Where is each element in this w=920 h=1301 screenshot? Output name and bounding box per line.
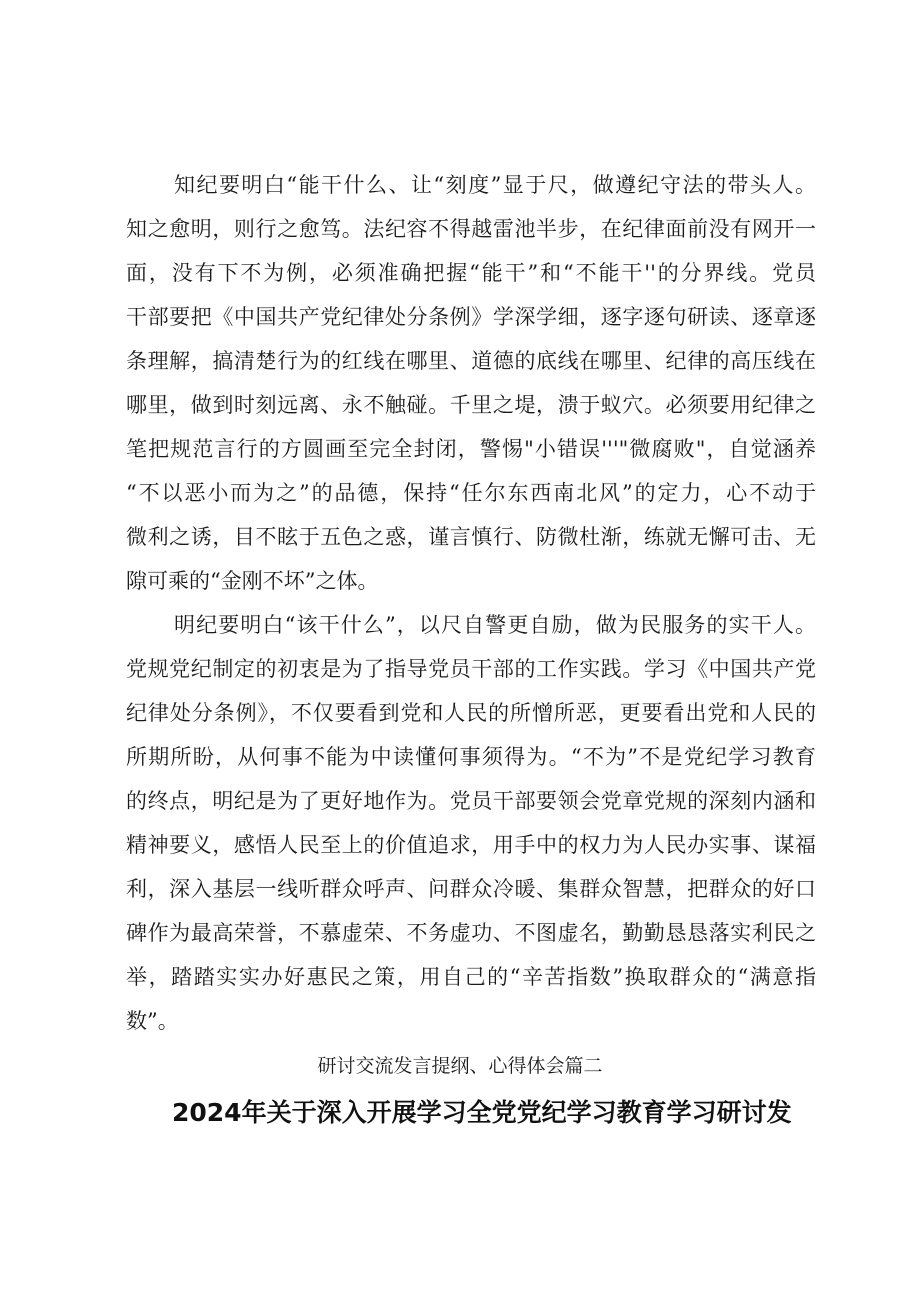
paragraph-line: 的终点，明纪是为了更好地作为。党员干部要领会党章党规的深刻内涵和 [126, 789, 816, 813]
paragraph-line: 党规党纪制定的初衷是为了指导党员干部的工作实践。学习《中国共产党 [126, 657, 816, 681]
paragraph-line: 纪律处分条例》，不仅要看到党和人民的所憎所恶，更要看出党和人民的 [126, 701, 816, 725]
paragraph-line: 微利之诱，目不眩于五色之惑，谨言慎行、防微杜渐，练就无懈可击、无 [126, 525, 816, 549]
paragraph-line: 数”。 [126, 1009, 179, 1033]
paragraph-line: 举，踏踏实实办好惠民之策，用自己的“辛苦指数”换取群众的“满意指 [126, 965, 816, 989]
paragraph-line: 隙可乘的“金刚不坏”之体。 [126, 569, 379, 593]
paragraph-line: 条理解，搞清楚行为的红线在哪里、道德的底线在哪里、纪律的高压线在 [126, 349, 816, 373]
article-heading: 2024年关于深入开展学习全党党纪学习教育学习研讨发 [172, 1098, 792, 1127]
paragraph-line: “不以恶小而为之”的品德，保持“任尔东西南北风”的定力，心不动于 [126, 481, 816, 505]
paragraph-line: 利，深入基层一线听群众呼声、问群众冷暖、集群众智慧，把群众的好口 [126, 877, 816, 901]
paragraph-line: 知纪要明白“能干什么、让“刻度”显于尺，做遵纪守法的带头人。 [174, 173, 816, 197]
paragraph-line: 哪里，做到时刻远离、永不触碰。千里之堤，溃于蚁穴。必须要用纪律之 [126, 393, 816, 417]
paragraph-line: 精神要义，感悟人民至上的价值追求，用手中的权力为人民办实事、谋福 [126, 833, 816, 857]
paragraph-line: 干部要把《中国共产党纪律处分条例》学深学细，逐字逐句研读、逐章逐 [126, 305, 816, 329]
paragraph-line: 知之愈明，则行之愈笃。法纪容不得越雷池半步，在纪律面前没有网开一 [126, 217, 816, 241]
paragraph-line: 面，没有下不为例，必须准确把握“能干”和“不能干''的分界线。党员 [126, 261, 816, 285]
paragraph-line: 所期所盼，从何事不能为中读懂何事须得为。“不为”不是党纪学习教育 [126, 745, 816, 769]
paragraph-line: 笔把规范言行的方圆画至完全封闭，警惕"小错误'''"微腐败"，自觉涵养 [126, 437, 816, 461]
paragraph-line: 明纪要明白“该干什么”，以尺自警更自励，做为民服务的实干人。 [174, 613, 816, 637]
paragraph-line: 碑作为最高荣誉，不慕虚荣、不务虚功、不图虚名，勤勤恳恳落实利民之 [126, 921, 816, 945]
section-subtitle: 研讨交流发言提纲、心得体会篇二 [317, 1055, 603, 1077]
